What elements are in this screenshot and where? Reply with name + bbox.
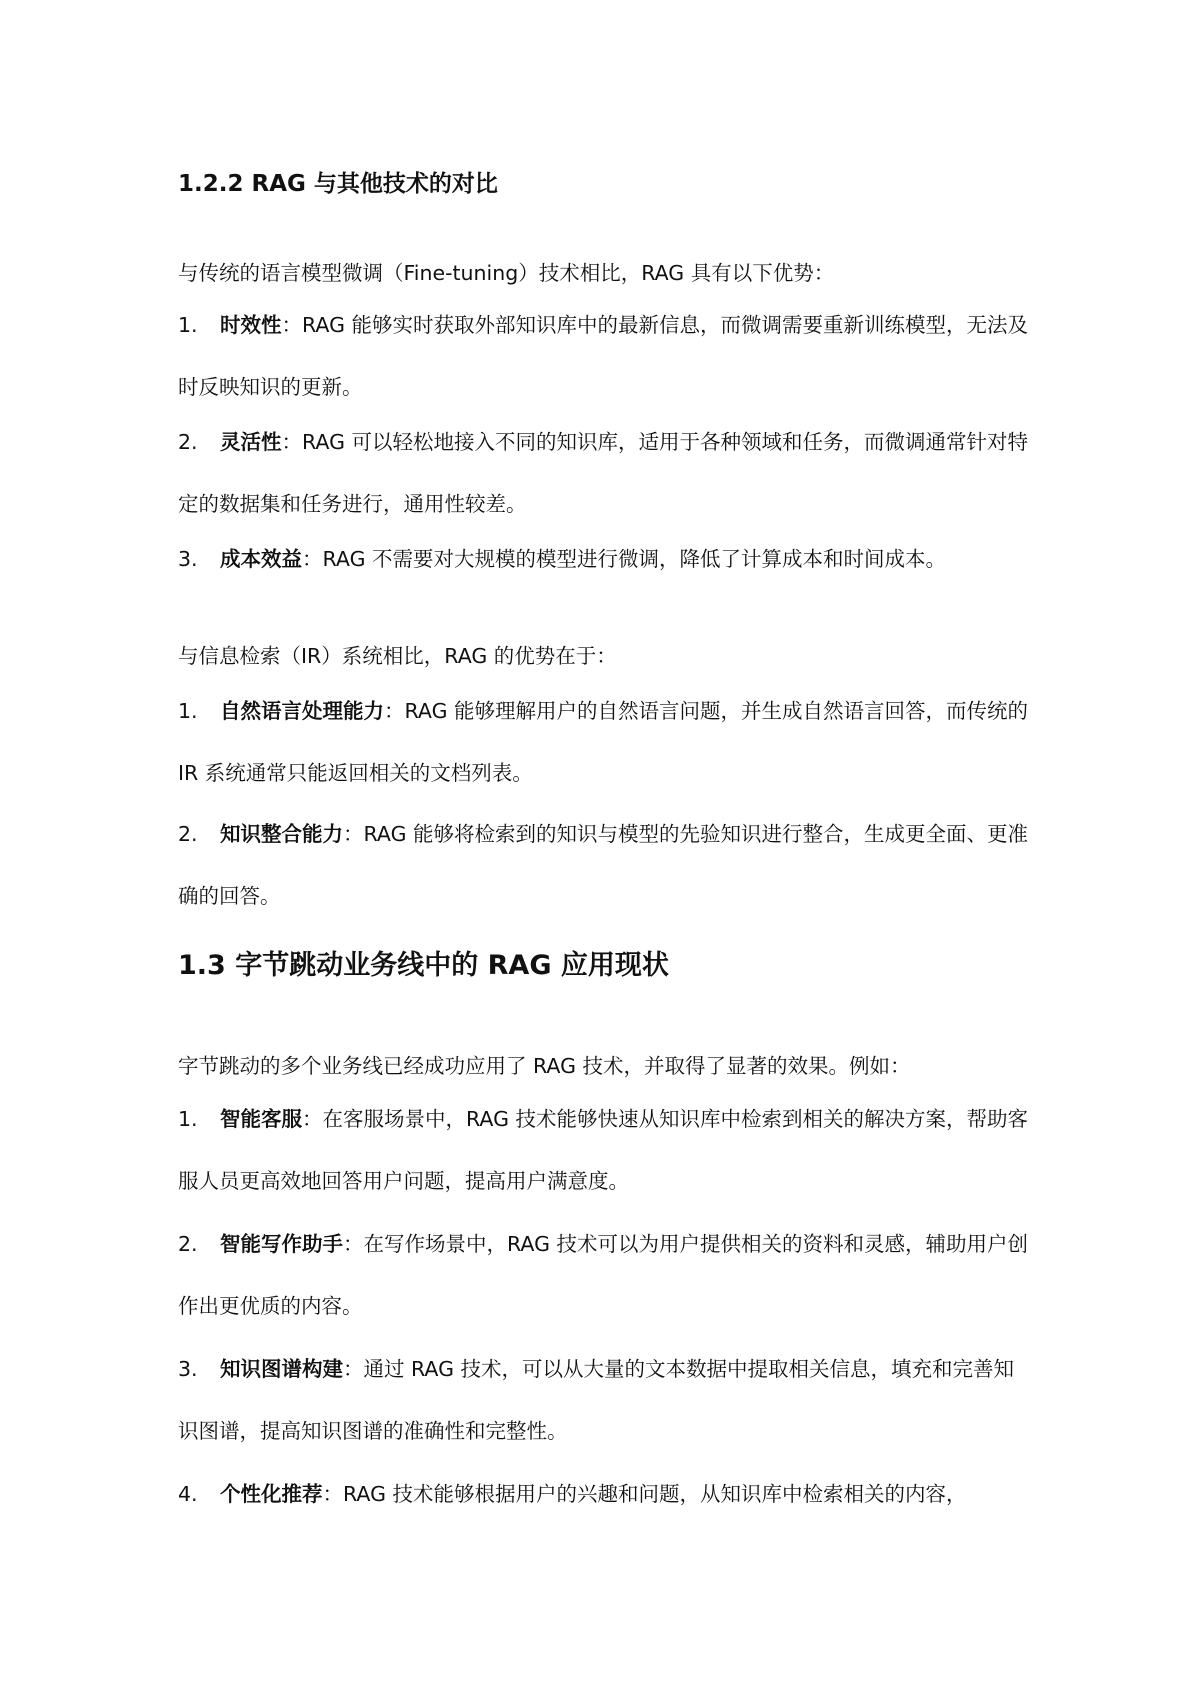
list-text: ：RAG 不需要对大规模的模型进行微调，降低了计算成本和时间成本。: [302, 547, 946, 571]
list-number: 3.: [178, 1357, 198, 1381]
list-number: 3.: [178, 547, 198, 571]
list-number: 2.: [178, 430, 198, 454]
list-term: 自然语言处理能力: [220, 699, 384, 723]
list-item: [178, 680, 1028, 804]
list-text: ：RAG 能够理解用户的自然语言问题，并生成自然语言回答，而传统的 IR 系统通常只能返回相关的文档列表。: [178, 699, 1028, 785]
list-text: ：RAG 能够实时获取外部知识库中的最新信息，而微调需要重新训练模型，无法及时反映知识的更新。: [178, 313, 1028, 399]
ir-intro-paragraph: 与信息检索（IR）系统相比，RAG 的优势在于：: [178, 644, 617, 668]
list-item: [178, 1338, 1028, 1462]
section-heading-1-3: 1.3 字节跳动业务线中的 RAG 应用现状: [178, 950, 669, 981]
finetune-intro-paragraph: 与传统的语言模型微调（Fine-tuning）技术相比，RAG 具有以下优势：: [178, 261, 835, 285]
list-number: 1.: [178, 313, 198, 337]
list-term: 时效性: [220, 313, 282, 337]
list-number: 2.: [178, 822, 198, 846]
list-text: ：在客服场景中，RAG 技术能够快速从知识库中检索到相关的解决方案，帮助客服人员更高效地回答用户问题，提高用户满意度。: [178, 1107, 1028, 1193]
list-term: 智能写作助手: [220, 1232, 343, 1256]
list-text: ：通过 RAG 技术，可以从大量的文本数据中提取相关信息，填充和完善知识图谱，提高知识图谱的准确性和完整性。: [178, 1357, 1014, 1443]
list-term: 智能客服: [220, 1107, 302, 1131]
list-item: [178, 411, 1028, 535]
list-number: 4.: [178, 1482, 198, 1506]
list-text: ：RAG 能够将检索到的知识与模型的先验知识进行整合，生成更全面、更准确的回答。: [178, 822, 1028, 908]
list-number: 1.: [178, 1107, 198, 1131]
list-term: 成本效益: [220, 547, 302, 571]
list-number: 1.: [178, 699, 198, 723]
list-term: 知识图谱构建: [220, 1357, 343, 1381]
list-item: [178, 1213, 1028, 1337]
list-item: [178, 1463, 1028, 1525]
list-text: ：在写作场景中，RAG 技术可以为用户提供相关的资料和灵感，辅助用户创作出更优质的内容。: [178, 1232, 1028, 1318]
list-number: 2.: [178, 1232, 198, 1256]
list-item: [178, 803, 1028, 927]
list-term: 知识整合能力: [220, 822, 343, 846]
list-item: [178, 294, 1028, 418]
bytedance-intro-paragraph: 字节跳动的多个业务线已经成功应用了 RAG 技术，并取得了显著的效果。例如：: [178, 1054, 911, 1078]
list-term: 个性化推荐: [220, 1482, 323, 1506]
list-text: ：RAG 可以轻松地接入不同的知识库，适用于各种领域和任务，而微调通常针对特定的数据集和任务进行，通用性较差。: [178, 430, 1028, 516]
list-item: [178, 528, 1028, 590]
list-term: 灵活性: [220, 430, 282, 454]
section-heading-1-2-2: 1.2.2 RAG 与其他技术的对比: [178, 171, 498, 197]
list-item: [178, 1088, 1028, 1212]
list-text: ：RAG 技术能够根据用户的兴趣和问题，从知识库中检索相关的内容，: [322, 1482, 967, 1506]
